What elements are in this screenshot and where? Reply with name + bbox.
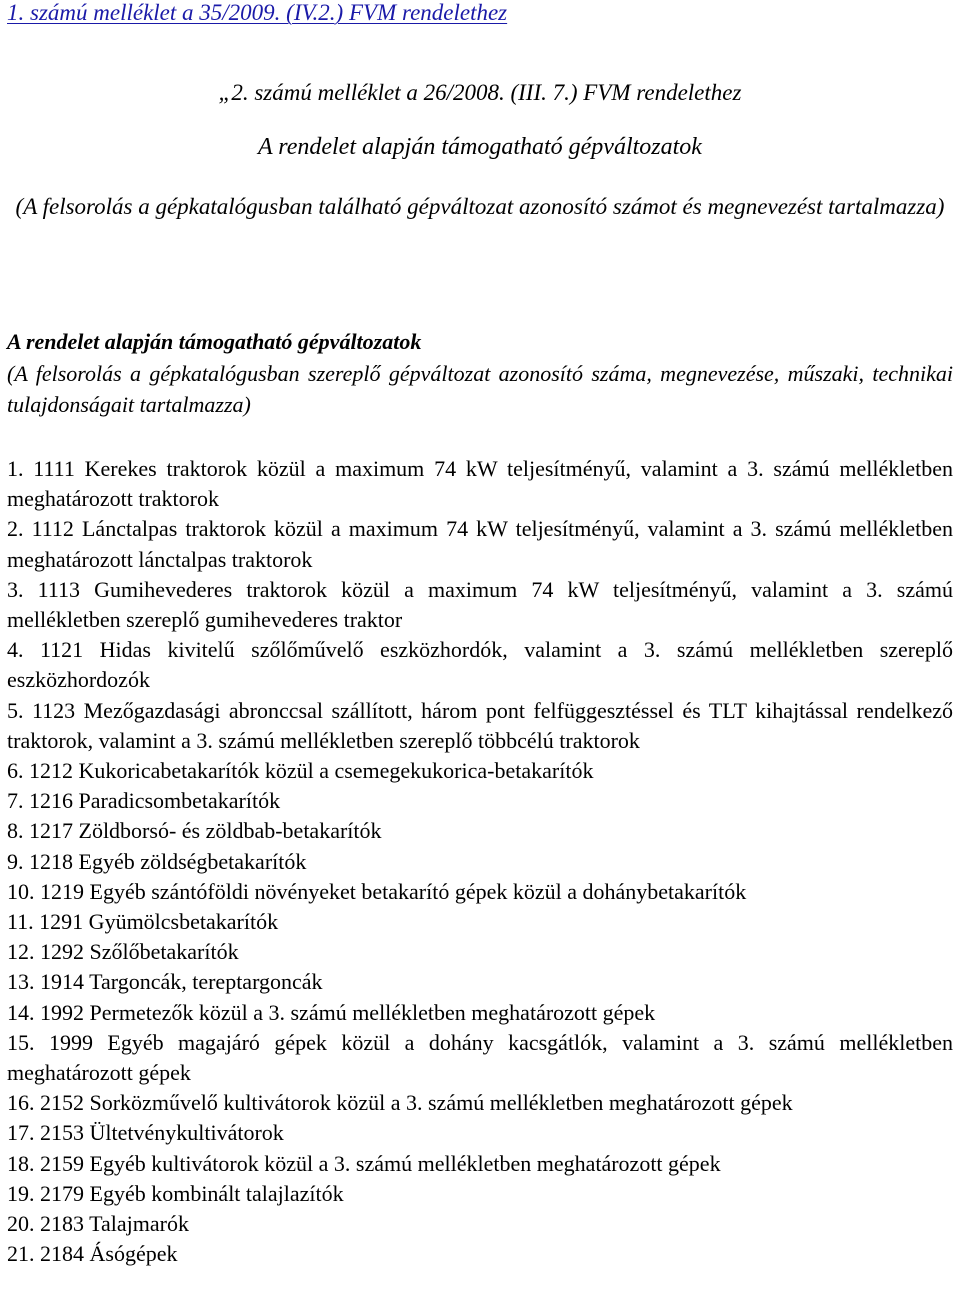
list-item: 10. 1219 Egyéb szántóföldi növényeket betakarító gépek közül a dohánybetakarítók [7,878,747,904]
list-item: 15. 1999 Egyéb magajáró gépek közül a dohány kacsgátlók, valamint a 3. számú mellékletben meghatározott gépek [7,1029,953,1086]
section-note: (A felsorolás a gépkatalógusban szereplő gépváltozat azonosító száma, megnevezése, műszaki, technikai tulajdonságait tartalmazza) [7,361,953,417]
list-item: 4. 1121 Hidas kivitelű szőlőművelő eszközhordók, valamint a 3. számú mellékletben szereplő eszközhordozók [7,637,953,693]
list-item: 19. 2179 Egyéb kombinált talajlazítók [7,1180,344,1206]
list-item: 2. 1112 Lánctalpas traktorok közül a maximum 74 kW teljesítményű, valamint a 3. számú mellékletben meghatározott lánctalpas traktorok [7,516,953,572]
list-item: 14. 1992 Permetezők közül a 3. számú mellékletben meghatározott gépek [7,999,656,1025]
amended-regulation-reference: „2. számú melléklet a 26/2008. (III. 7.) FVM rendelethez [218,80,742,105]
list-item: 18. 2159 Egyéb kultivátorok közül a 3. számú mellékletben meghatározott gépek [7,1150,721,1176]
list-item: 3. 1113 Gumihevederes traktorok közül a maximum 74 kW teljesítményű, valamint a 3. számú mellékletben szereplő gumihevederes traktor [7,576,953,633]
document-title: A rendelet alapján támogatható gépváltozatok [258,134,702,160]
list-item: 6. 1212 Kukoricabetakarítók közül a csemegekukorica-betakarítók [7,758,594,784]
list-item: 1. 1111 Kerekes traktorok közül a maximum 74 kW teljesítményű, valamint a 3. számú mellékletben meghatározott traktorok [7,456,953,512]
list-item: 13. 1914 Targoncák, tereptargoncák [7,969,323,995]
list-item: 12. 1292 Szőlőbetakarítók [7,939,239,965]
list-item: 5. 1123 Mezőgazdasági abronccsal szállított, három pont felfüggesztéssel és TLT kihajtással rendelkező traktorok, valamint a 3. számú mellékletben szereplő többcélú traktorok [7,697,953,753]
list-item: 20. 2183 Talajmarók [7,1211,189,1237]
machine-variant-list [7,454,953,1269]
list-item: 7. 1216 Paradicsombetakarítók [7,788,281,814]
list-item: 9. 1218 Egyéb zöldségbetakarítók [7,848,307,874]
list-item: 21. 2184 Ásógépek [7,1241,178,1267]
section-title: A rendelet alapján támogatható gépváltozatok [7,329,422,354]
list-item: 17. 2153 Ültetvénykultivátorok [7,1120,284,1146]
list-item: 16. 2152 Sorközművelő kultivátorok közül a 3. számú mellékletben meghatározott gépek [7,1090,793,1116]
document-subtitle: (A felsorolás a gépkatalógusban található gépváltozat azonosító számot és megnevezést tartalmazza) [15,194,945,219]
list-item: 8. 1217 Zöldborsó- és zöldbab-betakarítók [7,818,382,844]
annex-reference-link[interactable]: 1. számú melléklet a 35/2009. (IV.2.) FVM rendelethez [7,0,508,25]
list-item: 11. 1291 Gyümölcsbetakarítók [7,909,279,935]
